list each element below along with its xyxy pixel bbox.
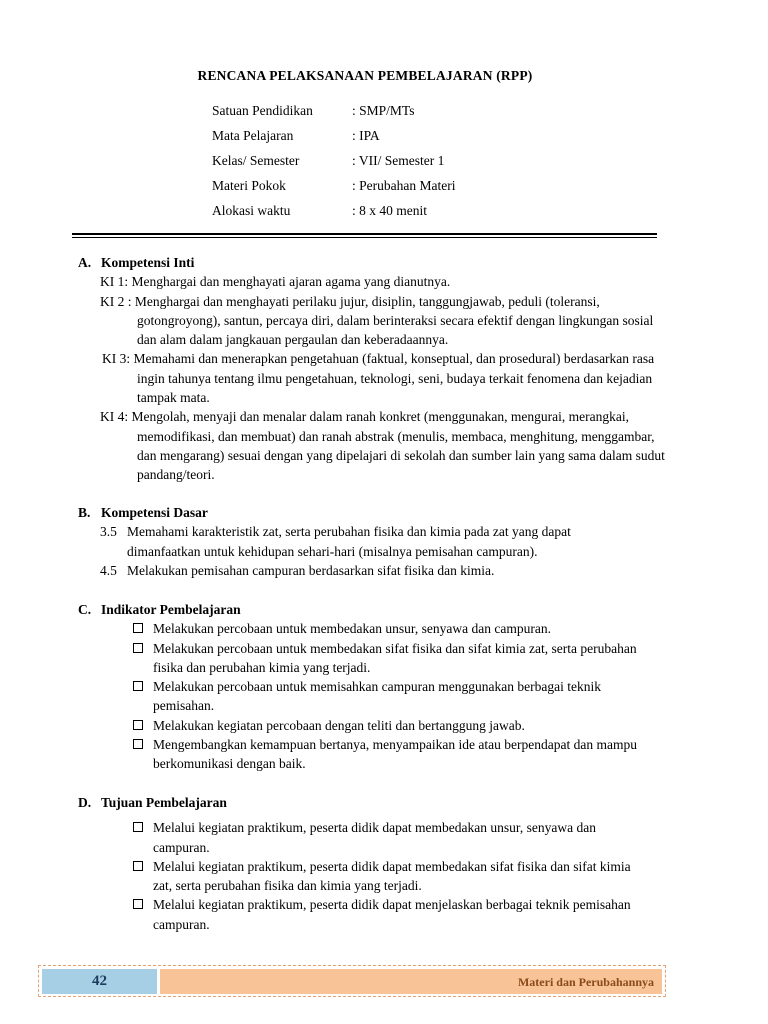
section-kompetensi-dasar: [78, 503, 668, 580]
list-item: [133, 619, 668, 638]
checkbox-square-icon: [133, 861, 143, 871]
checkbox-square-icon: [133, 643, 143, 653]
ki-4: KI 4: Mengolah, menyaji dan menalar dalam ranah konkret (menggunakan, mengurai, merangkai, memodifikasi, dan membuat) dan ranah abstrak (menulis, membaca, menghitung, menggambar, dan mengarang) sesuai dengan yang dipelajari di sekolah dan sumber lain yang sama dalam sudut pandang/teori.: [100, 409, 665, 483]
identity-label: Satuan Pendidikan: [212, 103, 313, 118]
list-item-text: Melalui kegiatan praktikum, peserta didik dapat menjelaskan berbagai teknik pemisahan campuran.: [153, 897, 631, 932]
section-title: Tujuan Pembelajaran: [101, 795, 227, 810]
chapter-title: Materi dan Perubahannya: [160, 969, 662, 994]
page-number: 42: [42, 969, 157, 994]
kd-text: Melakukan pemisahan campuran berdasarkan sifat fisika dan kimia.: [127, 562, 495, 578]
identity-value: : 8 x 40 menit: [352, 203, 427, 218]
section-indikator: [78, 600, 668, 774]
checkbox-square-icon: [133, 822, 143, 832]
section-title: Indikator Pembelajaran: [101, 602, 241, 617]
identity-value: : VII/ Semester 1: [352, 153, 445, 168]
identity-table: [212, 101, 455, 226]
identity-row: [212, 176, 455, 201]
list-item-text: Melakukan percobaan untuk membedakan unsur, senyawa dan campuran.: [153, 621, 551, 637]
list-item-text: Melakukan percobaan untuk membedakan sifat fisika dan sifat kimia zat, serta perubahan fisika dan perubahan kimia yang terjadi.: [153, 640, 637, 675]
list-item: [133, 857, 668, 896]
identity-label: Mata Pelajaran: [212, 128, 294, 143]
section-heading: [78, 600, 668, 619]
identity-row: [212, 101, 455, 126]
kd-item: [78, 522, 668, 541]
section-heading: [78, 503, 668, 522]
list-item: [133, 639, 668, 678]
section-heading: [78, 793, 668, 812]
section-letter: A.: [78, 255, 92, 270]
ki-3: KI 3: Memahami dan menerapkan pengetahuan (faktual, konseptual, dan prosedural) berdasarkan rasa ingin tahunya tentang ilmu pengetahuan, teknologi, seni, budaya terkait fenomena dan kejadian tampak mata.: [102, 351, 655, 406]
list-item-text: Melakukan percobaan untuk memisahkan campuran menggunakan berbagai teknik pemisahan.: [153, 679, 601, 714]
identity-value: : SMP/MTs: [352, 103, 415, 118]
list-item: [133, 716, 668, 735]
identity-value: : Perubahan Materi: [352, 178, 456, 193]
identity-label: Materi Pokok: [212, 178, 286, 193]
list-item-text: Melalui kegiatan praktikum, peserta didik dapat membedakan sifat fisika dan sifat kimia zat, serta perubahan fisika dan kimia yang terjadi.: [153, 858, 631, 894]
kd-number: 3.5: [100, 524, 117, 540]
checkbox-square-icon: [133, 899, 143, 909]
section-heading: [78, 253, 668, 272]
checkbox-square-icon: [133, 623, 143, 633]
list-item-text: Melakukan kegiatan percobaan dengan teliti dan bertanggung jawab.: [153, 717, 525, 733]
section-title: Kompetensi Dasar: [101, 505, 208, 520]
list-item-text: Melalui kegiatan praktikum, peserta didik dapat membedakan unsur, senyawa dan campuran.: [153, 820, 596, 855]
section-kompetensi-inti: [78, 253, 668, 485]
section-letter: C.: [78, 602, 92, 617]
list-item: [133, 735, 668, 774]
list-item-text: Mengembangkan kemampuan bertanya, menyampaikan ide atau berpendapat dan mampu berkomunikasi dengan baik.: [153, 737, 637, 772]
ki-2: KI 2 : Menghargai dan menghayati perilaku jujur, disiplin, tanggungjawab, peduli (toleransi, gotongroyong), santun, percaya diri, dalam berinteraksi secara efektif dengan lingkungan sosial dan alam dalam jangkauan pergaulan dan keberadaannya.: [100, 293, 654, 348]
page-footer: [38, 965, 666, 997]
checkbox-square-icon: [133, 681, 143, 691]
identity-label: Kelas/ Semester: [212, 153, 300, 168]
header-divider-thin: [72, 237, 657, 238]
identity-row: [212, 126, 455, 151]
ki-1: KI 1: Menghargai dan menghayati ajaran agama yang dianutnya.: [100, 274, 451, 290]
section-tujuan: [78, 793, 668, 934]
objective-list: [133, 818, 668, 934]
kd-text: Memahami karakteristik zat, serta perubahan fisika dan kimia pada zat yang dapat: [127, 524, 571, 540]
kd-text-continued: dimanfaatkan untuk kehidupan sehari-hari (misalnya pemisahan campuran).: [127, 543, 538, 559]
kd-item: [78, 561, 668, 580]
section-letter: D.: [78, 795, 92, 810]
list-item: [133, 677, 668, 716]
kd-number: 4.5: [100, 562, 117, 578]
section-title: Kompetensi Inti: [101, 255, 195, 270]
section-letter: B.: [78, 505, 91, 520]
identity-label: Alokasi waktu: [212, 203, 291, 218]
checkbox-square-icon: [133, 739, 143, 749]
identity-row: [212, 151, 455, 176]
identity-value: : IPA: [352, 128, 380, 143]
checkbox-square-icon: [133, 720, 143, 730]
document-title: RENCANA PELAKSANAAN PEMBELAJARAN (RPP): [197, 68, 533, 83]
identity-row: [212, 201, 455, 226]
list-item: [133, 895, 668, 934]
indicator-list: [133, 619, 668, 773]
list-item: [133, 818, 668, 857]
header-divider-thick: [72, 233, 657, 235]
